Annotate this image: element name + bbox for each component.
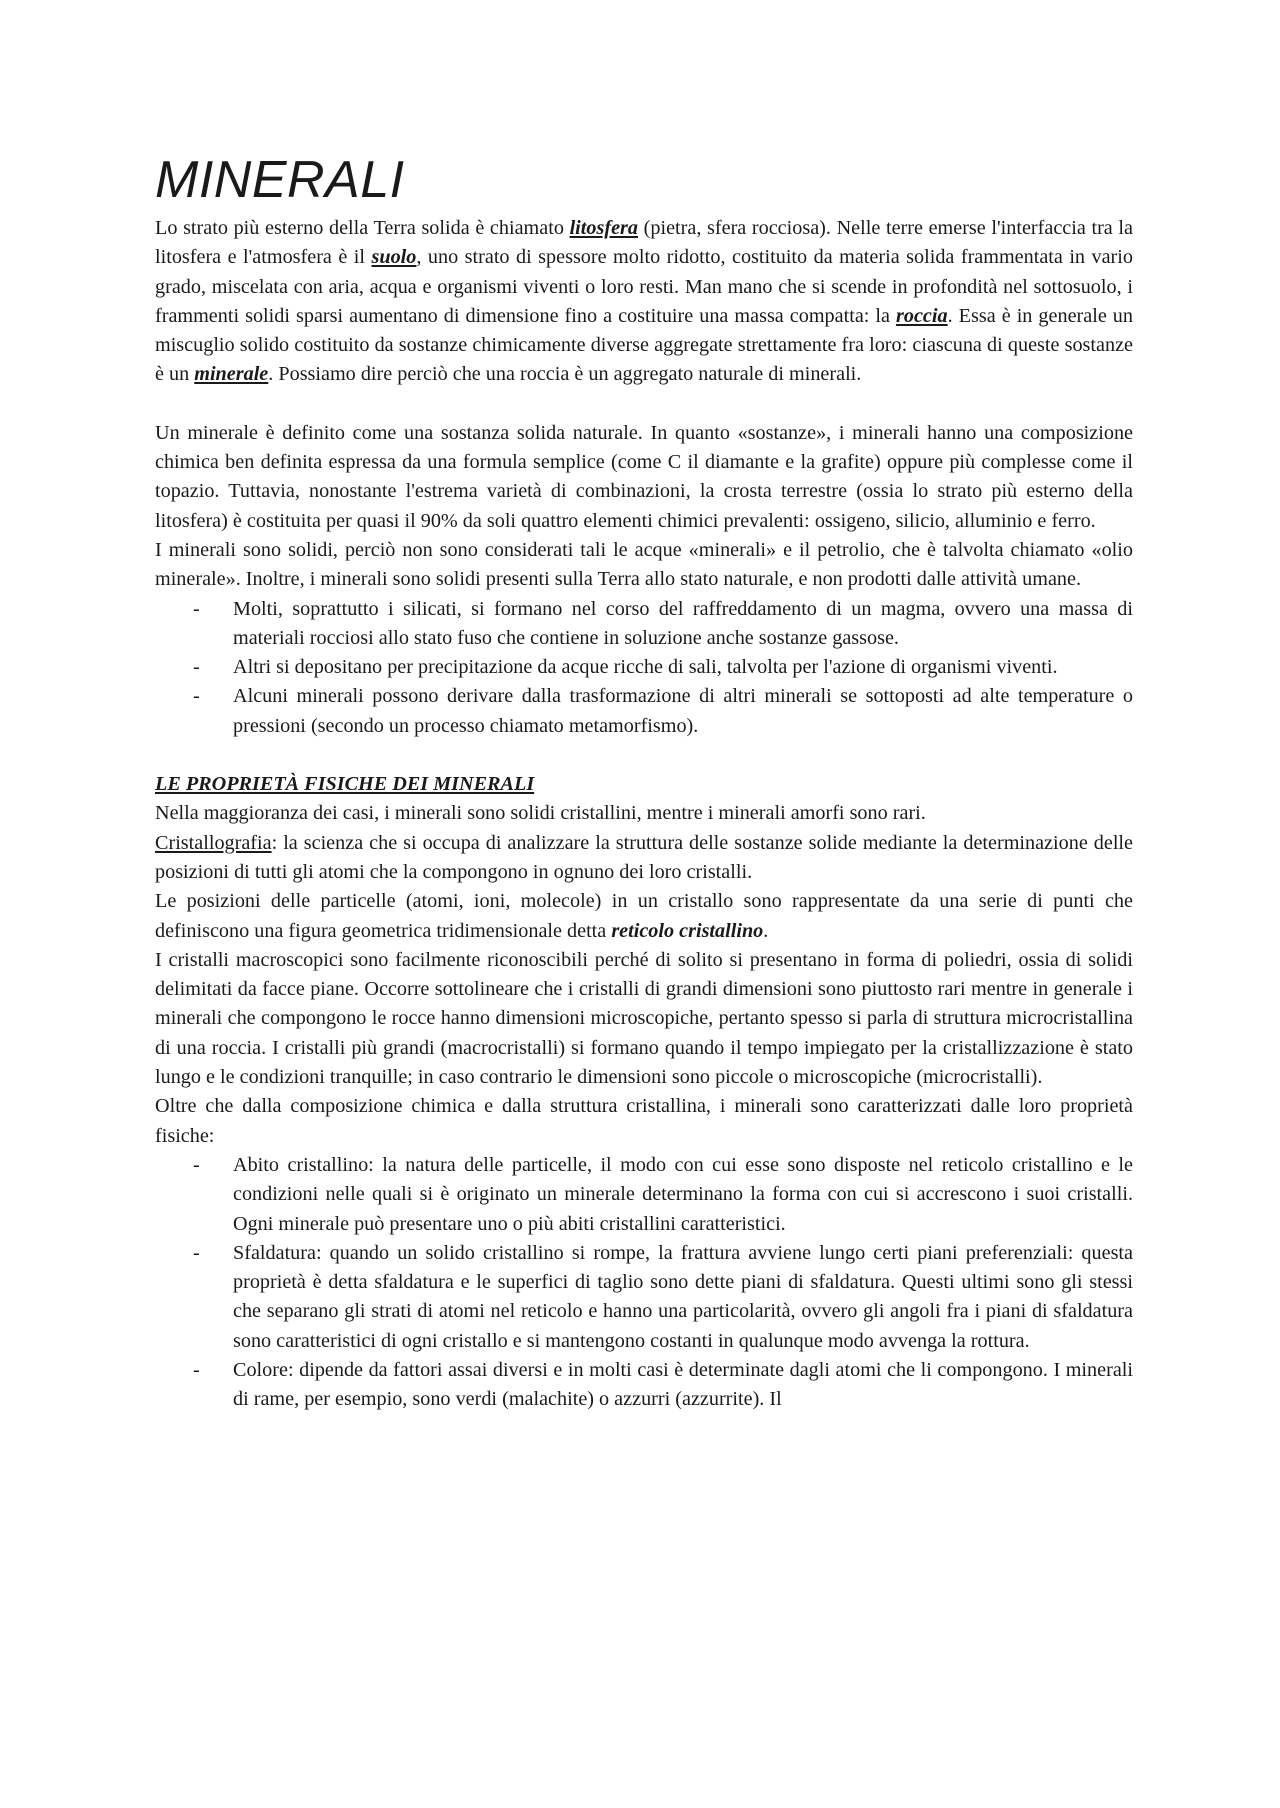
list-item: - Sfaldatura: quando un solido cristallino si rompe, la frattura avviene lungo certi piani preferenziali: questa proprietà è detta sfaldatura e le superfici di taglio sono dette piani di sfaldatura. Questi ultimi sono gli stessi che separano gli strati di atomi nel reticolo e hanno una particolarità, ovvero gli angoli fra i piani di sfaldatura sono caratteristici di ogni cristallo e si mantengono costanti in qualunque modo avvenga la rottura. — [193, 1241, 1133, 1352]
solids-paragraph: I minerali sono solidi, perciò non sono considerati tali le acque «minerali» e il petrolio, che è talvolta chiamato «olio minerale». Inoltre, i minerali sono solidi presenti sulla Terra allo stato naturale, e non prodotti dalle attività umane. — [155, 538, 1133, 591]
crystalline-paragraph: Nella maggioranza dei casi, i minerali sono solidi cristallini, mentre i minerali amorfi sono rari. — [155, 802, 926, 825]
formation-list — [155, 595, 1133, 741]
term-minerale: minerale — [194, 363, 269, 386]
lattice-paragraph: Le posizioni delle particelle (atomi, ioni, molecole) in un cristallo sono rappresentate da una serie di punti che definiscono una figura geometrica tridimensionale detta reticolo cristallino. — [155, 890, 1133, 942]
definition-paragraph: Un minerale è definito come una sostanza solida naturale. In quanto «sostanze», i minerali hanno una composizione chimica ben definita espressa da una formula semplice (come C il diamante e la grafite) oppure più complesse come il topazio. Tuttavia, nonostante l'estrema varietà di combinazioni, la crosta terrestre (ossia lo strato più esterno della litosfera) è costituita per quasi il 90% da soli quattro elementi chimici prevalenti: ossigeno, silicio, alluminio e ferro. — [155, 421, 1133, 532]
list-item: - Altri si depositano per precipitazione da acque ricche di sali, talvolta per l'azione di organismi viventi. — [193, 656, 1058, 679]
paragraph-gap — [155, 390, 1133, 419]
term-roccia: roccia — [896, 304, 948, 327]
section-heading: LE PROPRIETÀ FISICHE DEI MINERALI — [155, 773, 535, 796]
term-reticolo-cristallino: reticolo cristallino — [611, 919, 764, 942]
macroscopic-paragraph: I cristalli macroscopici sono facilmente riconoscibili perché di solito si presentano in forma di poliedri, ossia di solidi delimitati da facce piane. Occorre sottolineare che i cristalli di grandi dimensioni sono piuttosto rari mentre in generale i minerali che compongono le rocce hanno dimensioni microscopiche, pertanto spesso si parla di struttura microcristallina di una roccia. I cristalli più grandi (macrocristalli) si formano quando il tempo impiegato per la cristallizzazione è stato lungo e le condizioni tranquille; in caso contrario le dimensioni sono piccole o microscopiche (microcristalli). — [155, 948, 1133, 1089]
list-item: - Molti, soprattutto i silicati, si formano nel corso del raffreddamento di un magma, ovvero una massa di materiali rocciosi allo stato fuso che contiene in soluzione anche sostanze gassose. — [193, 597, 1133, 649]
properties-list — [155, 1151, 1133, 1415]
crystallography-paragraph: Cristallografia: la scienza che si occupa di analizzare la struttura delle sostanze solide mediante la determinazione delle posizioni di tutti gli atomi che la compongono in ognuno dei loro cristalli. — [155, 831, 1133, 883]
paragraph-gap — [155, 741, 1133, 770]
page-title: MINERALI — [155, 151, 405, 209]
list-item: - Abito cristallino: la natura delle particelle, il modo con cui esse sono disposte nel reticolo cristallino e le condizioni nelle quali si è originato un minerale determinano la forma con cui si accrescono i suoi cristalli. Ogni minerale può presentare uno o più abiti cristallini caratteristici. — [193, 1153, 1133, 1235]
physical-properties-intro: Oltre che dalla composizione chimica e dalla struttura cristallina, i minerali sono caratterizzati dalle loro proprietà fisiche: — [155, 1095, 1133, 1147]
intro-paragraph: Lo strato più esterno della Terra solida è chiamato litosfera (pietra, sfera rocciosa). Nelle terre emerse l'interfaccia tra la litosfera e l'atmosfera è il suolo, uno strato di spessore molto ridotto, costituito da materia solida frammentata in vario grado, miscelata con aria, acqua e organismi viventi o loro resti. Man mano che si scende in profondità nel sottosuolo, i frammenti solidi sparsi aumentano di dimensione fino a costituire una massa compatta: la roccia. Essa è in generale un miscuglio solido costituito da sostanze chimicamente diverse aggregate strettamente fra loro: ciascuna di queste sostanze è un minerale. Possiamo dire perciò che una roccia è un aggregato naturale di minerali. — [155, 217, 1133, 386]
list-item: - Alcuni minerali possono derivare dalla trasformazione di altri minerali se sottoposti ad alte temperature o pressioni (secondo un processo chiamato metamorfismo). — [193, 685, 1133, 737]
list-item: - Colore: dipende da fattori assai diversi e in molti casi è determinate dagli atomi che li compongono. I minerali di rame, per esempio, sono verdi (malachite) o azzurri (azzurrite). Il — [193, 1358, 1133, 1411]
term-cristallografia: Cristallografia — [155, 831, 272, 854]
term-suolo: suolo — [371, 246, 417, 269]
document-page — [155, 150, 1133, 1415]
term-litosfera: litosfera — [569, 217, 638, 239]
